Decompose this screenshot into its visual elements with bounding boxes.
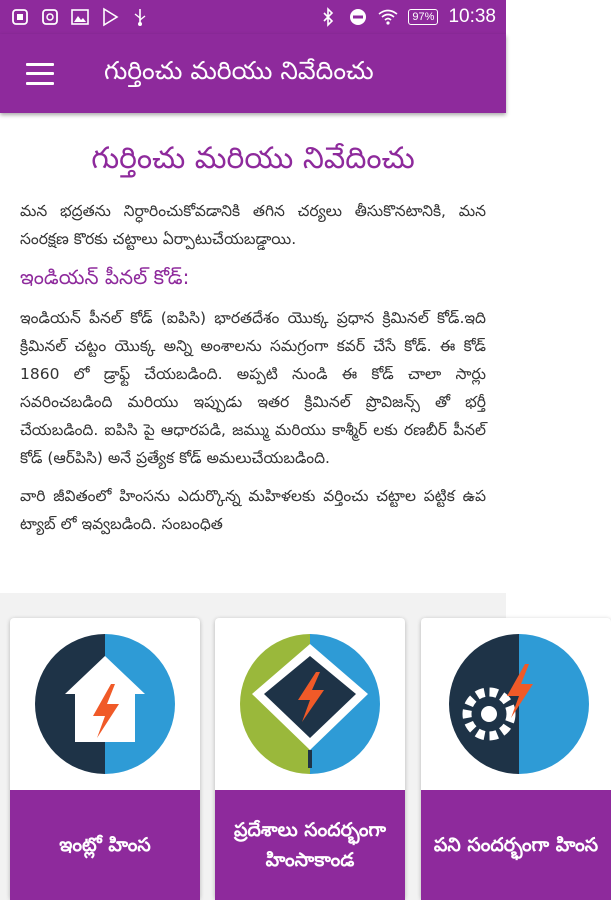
app-bar [0,34,506,113]
card-workplace-violence[interactable] [421,618,611,900]
places-violence-icon [215,618,405,790]
intro-paragraph: మన భద్రతను నిర్ధారించుకోవడానికి తగిన చర్యలు తీసుకొనటానికి, మన సంరక్షణ కొరకు చట్టాలు ఏర్పాటుచేయబడ్డాయి. [20,202,486,248]
section-heading: ఇండియన్ పీనల్ కోడ్: [20,265,190,289]
app-bar-title: గుర్తించు మరియు నివేదించు [104,55,374,85]
workplace-violence-icon [421,618,611,790]
wifi-icon [378,8,398,26]
card-label: పని సందర్భంగా హింస [421,790,611,900]
clock: 10:38 [448,6,496,27]
card-label: ప్రదేశాలు సందర్భంగా హింసాకాండ [215,790,405,900]
section-paragraph-2: వారి జీవితంలో హింసను ఎదుర్కొన్న మహిళలకు వర్తించు చట్టాల పట్టిక ఉప ట్యాబ్ లో ఇవ్వబడింది. సంబంధిత [20,487,486,533]
article-content[interactable] [0,113,506,593]
dnd-icon [348,8,368,26]
hamburger-menu-icon[interactable] [26,63,54,85]
image-icon [70,8,90,26]
system-status-area [318,6,496,28]
play-store-icon [100,8,120,26]
bluetooth-icon [318,8,338,26]
content-fade [0,553,506,593]
notification-area [10,8,150,26]
usb-icon [130,8,150,26]
status-bar [0,0,506,34]
app-notification-icon [10,8,30,26]
card-public-places-violence[interactable] [215,618,405,900]
sync-icon [40,8,60,26]
card-domestic-violence[interactable] [10,618,200,900]
category-cards [0,593,599,900]
section-paragraph: ఇండియన్ పీనల్ కోడ్ (ఐపిసి) భారతదేశం యొక్క ప్రధాన క్రిమినల్ కోడ్.ఇది క్రిమినల్ చట్టం యొక్క అన్ని అంశాలను సమగ్రంగా కవర్ చేసే కోడ్. ఈ కోడ్ 1860 లో డ్రాఫ్ట్ చేయబడింది. అప్పటి నుండి ఈ కోడ్ చాలా సార్లు సవరించబడింది మరియు ఇప్పుడు ఇతర క్రిమినల్ ప్రొవిజన్స్ తో భర్తీ చేయబడింది. ఐపిసి పై ఆధారపడి, జమ్ము మరియు కాశ్మీర్ లకు రణబీర్ పీనల్ కోడ్ (ఆర్‌పిసి) అనే ప్రత్యేక కోడ్ అమలుచేయబడింది. [20,309,486,467]
battery-icon: 97% [408,9,438,25]
card-label: ఇంట్లో హింస [10,790,200,900]
page-title: గుర్తించు మరియు నివేదించు [91,141,415,176]
house-violence-icon [10,618,200,790]
